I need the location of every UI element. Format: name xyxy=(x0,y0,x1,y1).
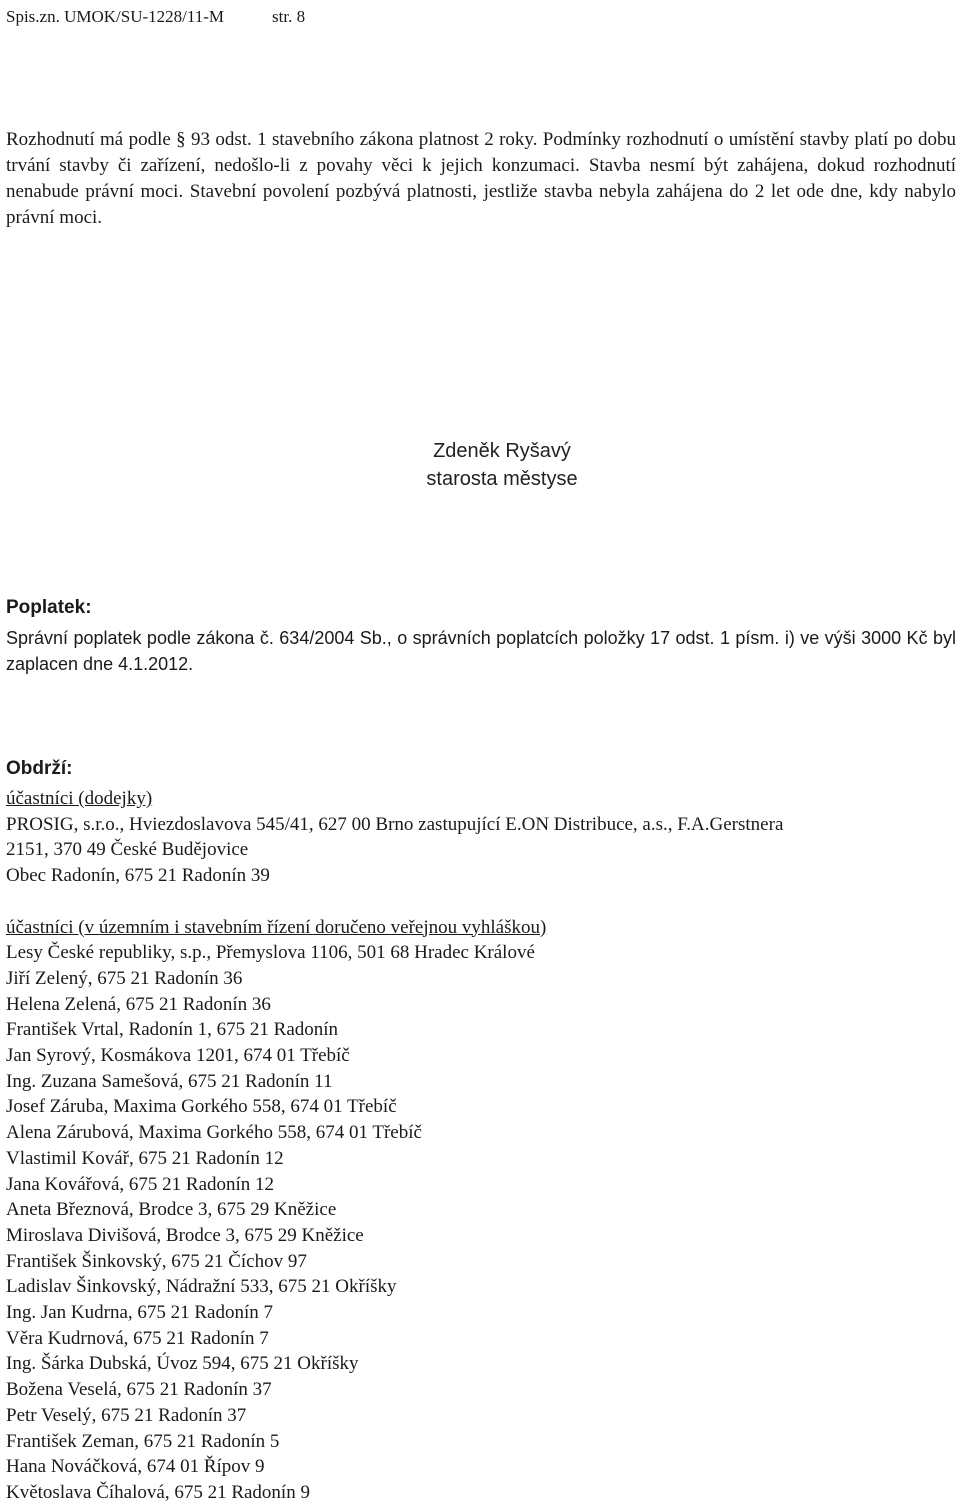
recipient-line: František Šinkovský, 675 21 Číchov 97 xyxy=(6,1250,307,1272)
validity-paragraph: Rozhodnutí má podle § 93 odst. 1 stavebního zákona platnost 2 roky. Podmínky rozhodnutí o umístění stavby platí po dobu trvání stavby či zařízení, nedošlo-li z povahy věci k jejich konzumaci. Stavba nesmí být zahájena, dokud rozhodnutí nenabude právní moci. Stavební povolení pozbývá platnosti, jestliže stavba nebyla zahájena do 2 let ode dne, kdy nabylo právní moci. xyxy=(6,129,956,228)
page-header xyxy=(6,6,305,28)
recipient-line: František Zeman, 675 21 Radonín 5 xyxy=(6,1430,280,1452)
recipient-line: Květoslava Číhalová, 675 21 Radonín 9 xyxy=(6,1481,310,1503)
signature-block xyxy=(0,437,960,493)
recipient-line: Lesy České republiky, s.p., Přemyslova 1106, 501 68 Hradec Králové xyxy=(6,942,535,964)
signatory-name: Zdeněk Ryšavý xyxy=(433,440,571,462)
fee-text: Správní poplatek podle zákona č. 634/2004 Sb., o správních poplatcích položky 17 odst. 1 písm. i) ve výši 3000 Kč byl zaplacen dne 4.1.2012. xyxy=(6,628,956,674)
recipient-group-label: účastníci (v územním i stavebním řízení doručeno veřejnou vyhláškou) xyxy=(6,916,547,938)
recipient-line: Vlastimil Kovář, 675 21 Radonín 12 xyxy=(6,1147,284,1169)
recipient-line: PROSIG, s.r.o., Hviezdoslavova 545/41, 627 00 Brno zastupující E.ON Distribuce, a.s., F.A.Gerstnera xyxy=(6,813,784,835)
recipient-line: Ing. Šárka Dubská, Úvoz 594, 675 21 Okříšky xyxy=(6,1353,359,1375)
recipient-line: Ing. Zuzana Samešová, 675 21 Radonín 11 xyxy=(6,1070,333,1092)
recipient-line: Božena Veselá, 675 21 Radonín 37 xyxy=(6,1379,272,1401)
recipient-line: 2151, 370 49 České Budějovice xyxy=(6,839,249,861)
recipient-line: Obec Radonín, 675 21 Radonín 39 xyxy=(6,865,270,887)
recipient-line: Jana Kovářová, 675 21 Radonín 12 xyxy=(6,1173,275,1195)
recipient-line: Ing. Jan Kudrna, 675 21 Radonín 7 xyxy=(6,1302,274,1324)
recipient-line: Ladislav Šinkovský, Nádražní 533, 675 21 Okříšky xyxy=(6,1276,397,1298)
recipients-list xyxy=(6,786,956,1506)
recipient-line: Hana Nováčková, 674 01 Řípov 9 xyxy=(6,1456,265,1478)
recipient-line: Josef Záruba, Maxima Gorkého 558, 674 01 Třebíč xyxy=(6,1096,397,1118)
recipient-line: Aneta Březnová, Brodce 3, 675 29 Kněžice xyxy=(6,1199,337,1221)
recipient-line: Helena Zelená, 675 21 Radonín 36 xyxy=(6,993,271,1015)
file-reference: Spis.zn. UMOK/SU-1228/11-M xyxy=(6,7,225,26)
recipient-line: Věra Kudrnová, 675 21 Radonín 7 xyxy=(6,1327,269,1349)
fee-heading: Poplatek: xyxy=(6,597,92,618)
recipient-line: Jiří Zelený, 675 21 Radonín 36 xyxy=(6,967,243,989)
recipient-line: Petr Veselý, 675 21 Radonín 37 xyxy=(6,1404,247,1426)
recipient-line: Miroslava Divišová, Brodce 3, 675 29 Kněžice xyxy=(6,1224,364,1246)
spacer xyxy=(6,889,956,915)
recipient-line: Jan Syrový, Kosmákova 1201, 674 01 Třebíč xyxy=(6,1045,350,1067)
recipient-group-label: účastníci (dodejky) xyxy=(6,788,153,809)
recipient-line: František Vrtal, Radonín 1, 675 21 Radonín xyxy=(6,1019,339,1041)
page-number: str. 8 xyxy=(272,7,306,26)
recipient-line: Alena Zárubová, Maxima Gorkého 558, 674 01 Třebíč xyxy=(6,1122,422,1144)
recipients-heading: Obdrží: xyxy=(6,758,73,779)
signatory-title: starosta městyse xyxy=(426,468,578,490)
